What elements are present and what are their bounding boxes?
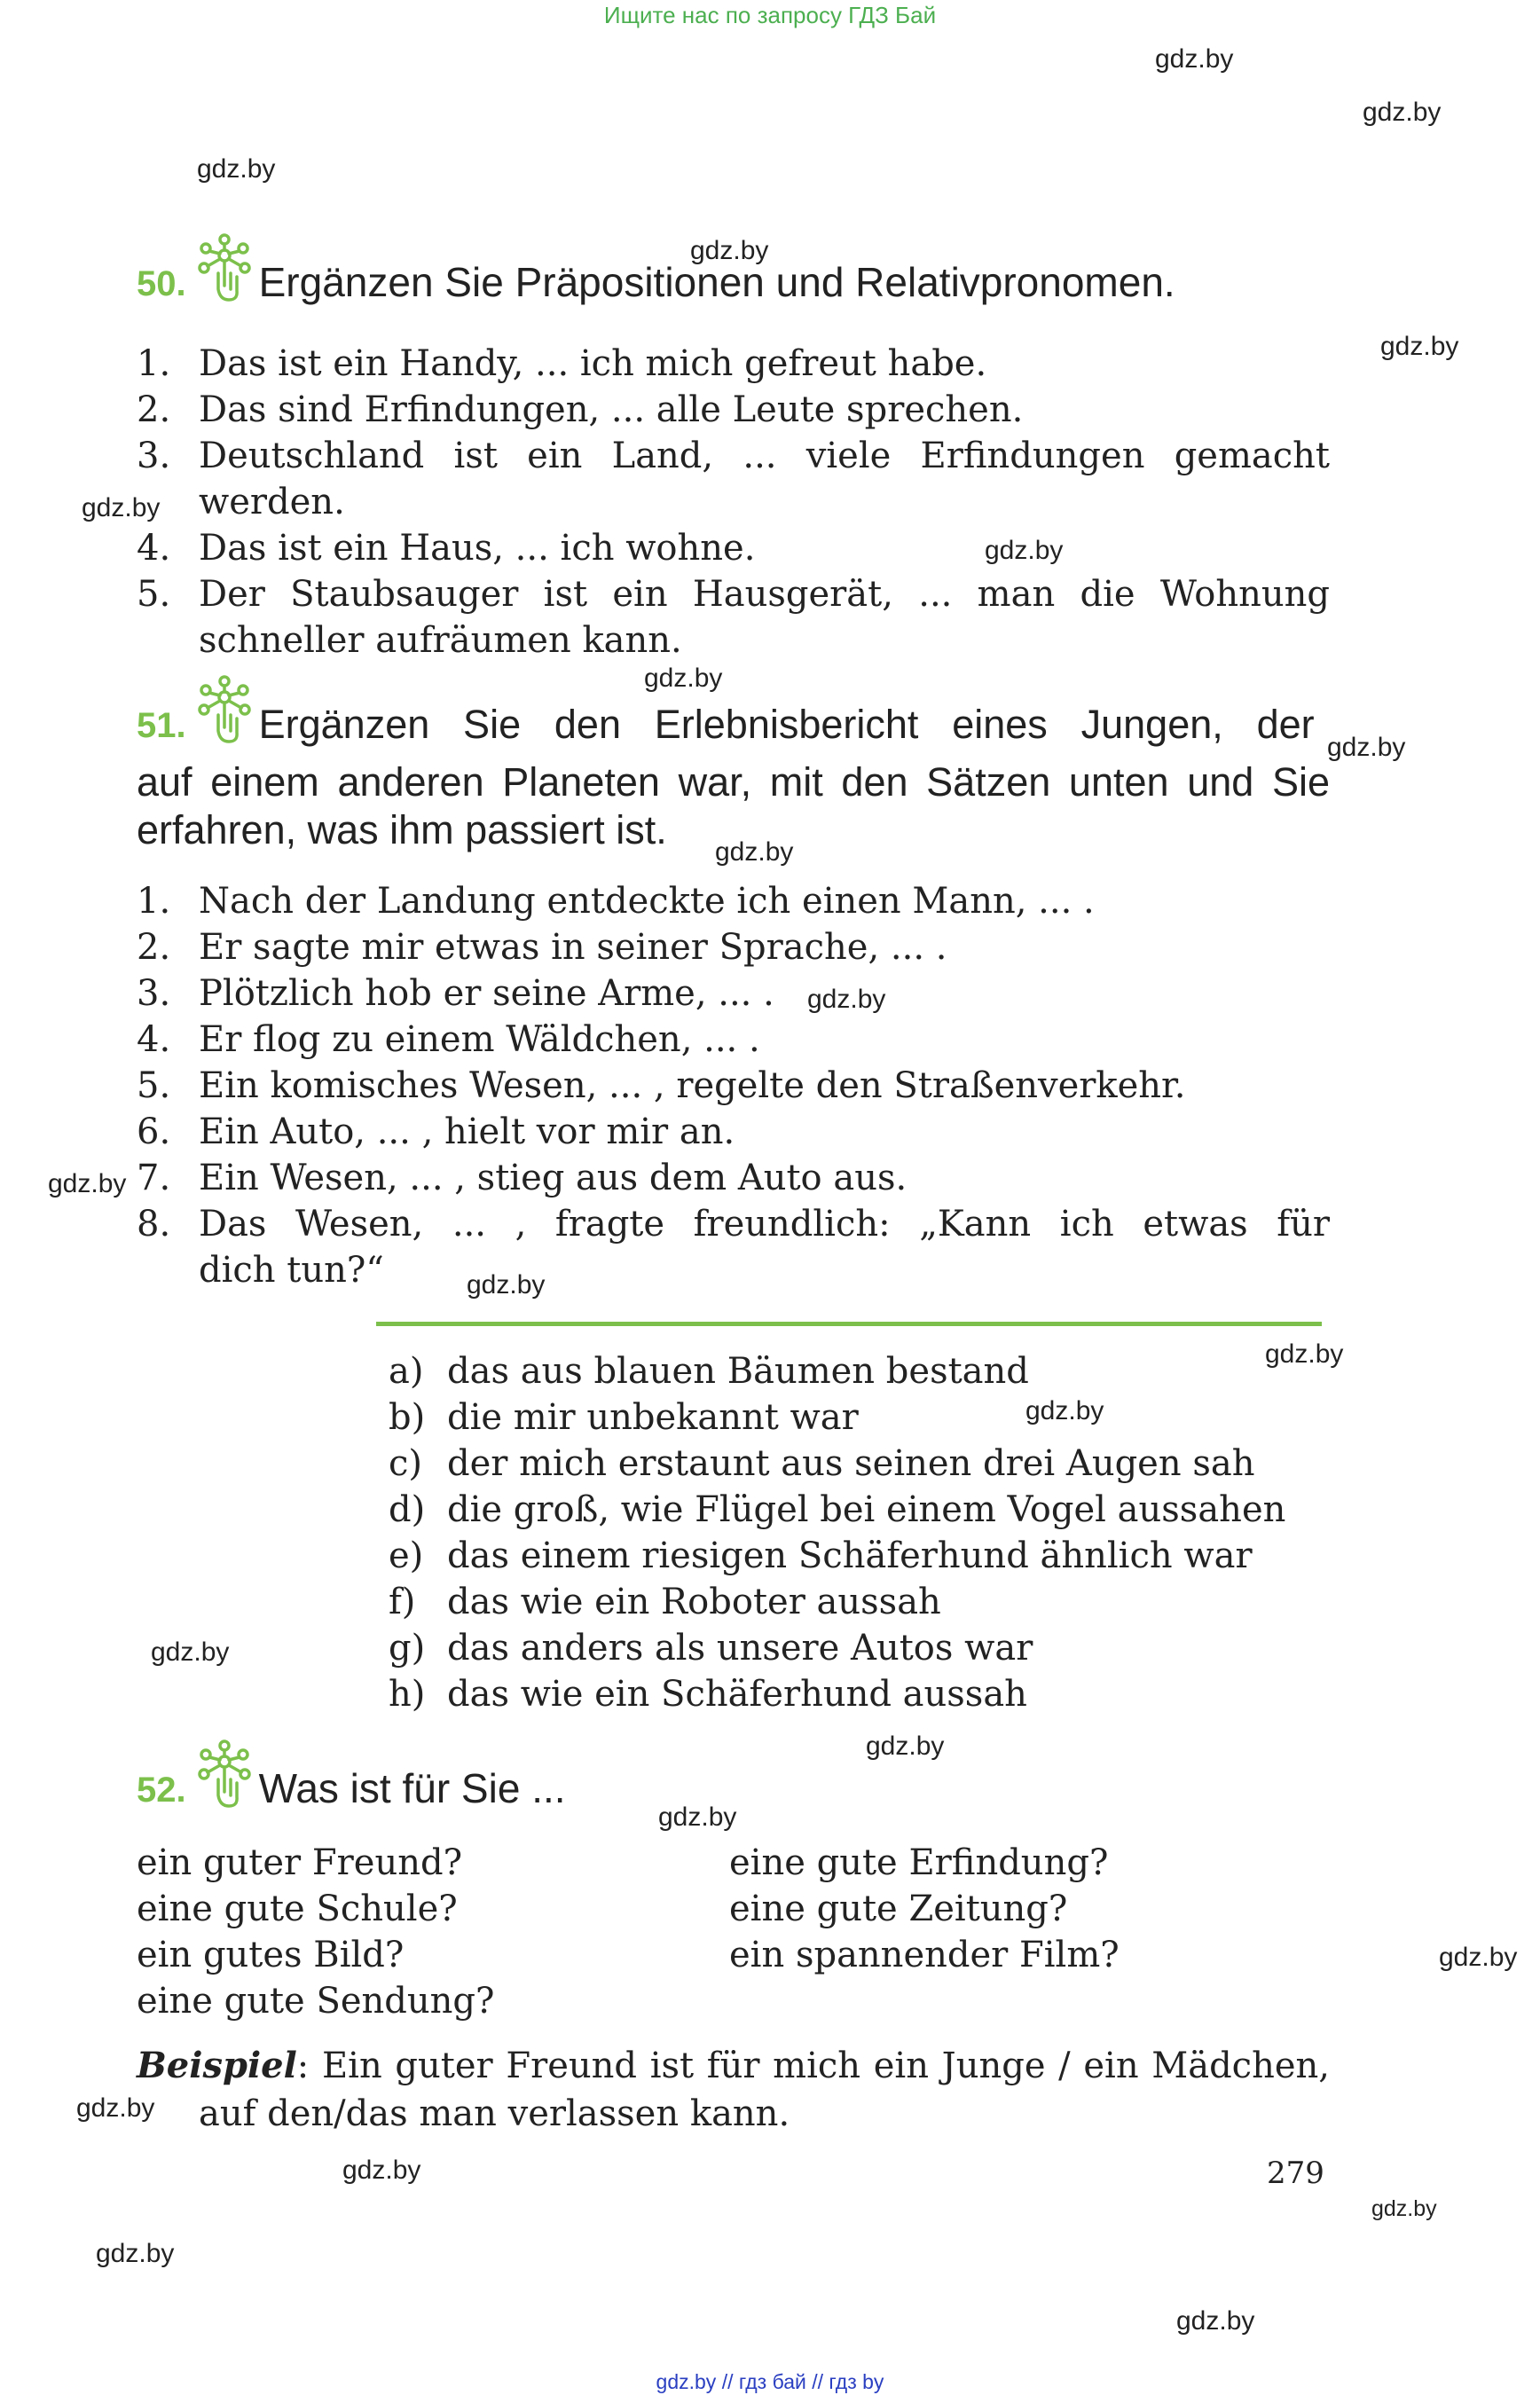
list-item: 2. Das sind Erfindungen, ... alle Leute sprechen. (137, 389, 1024, 430)
watermark: gdz.by (1155, 44, 1234, 74)
list-item: 3. Plötzlich hob er seine Arme, ... . (137, 973, 774, 1014)
exercise-title: Ergänzen Sie Präpositionen und Relativpronomen. (258, 258, 1175, 305)
watermark: gdz.by (96, 2239, 175, 2268)
option-item: a) das aus blauen Bäumen bestand (389, 1351, 1029, 1392)
watermark: gdz.by (866, 1732, 945, 1761)
word-prompt: eine gute Sendung? (137, 1981, 495, 2022)
list-item: 8. Das Wesen, ... , fragte freundlich: „Kann ich etwas für (137, 1204, 1330, 1245)
list-item: werden. (199, 482, 345, 522)
list-item: 7. Ein Wesen, ... , stieg aus dem Auto aus. (137, 1158, 908, 1198)
option-item: b) die mir unbekannt war (389, 1397, 859, 1438)
word-prompt: ein gutes Bild? (137, 1935, 405, 1975)
option-item: d) die groß, wie Flügel bei einem Vogel aussahen (389, 1489, 1286, 1530)
list-item: 5. Ein komisches Wesen, ... , regelte den Straßenverkehr. (137, 1065, 1186, 1106)
example-line: auf den/das man verlassen kann. (199, 2093, 790, 2134)
watermark: gdz.by (151, 1637, 230, 1667)
list-item: 5. Der Staubsauger ist ein Hausgerät, ... man die Wohnung (137, 574, 1330, 615)
exercise-title: Was ist für Sie ... (258, 1764, 566, 1811)
option-item: c) der mich erstaunt aus seinen drei Augen sah (389, 1443, 1255, 1484)
interactive-hand-icon (197, 1739, 252, 1810)
watermark: gdz.by (467, 1270, 546, 1300)
list-item: 3. Deutschland ist ein Land, ... viele Erfindungen gemacht (137, 436, 1330, 476)
watermark: gdz.by (1025, 1396, 1104, 1425)
watermark: gdz.by (1439, 1943, 1518, 1972)
interactive-hand-icon (197, 674, 252, 745)
example-line: Beispiel: Ein guter Freund ist für mich ein Junge / ein Mädchen, (137, 2045, 1330, 2086)
watermark: gdz.by (715, 837, 794, 867)
list-item: 4. Er flog zu einem Wäldchen, ... . (137, 1019, 760, 1060)
word-prompt: ein spannender Film? (729, 1935, 1120, 1975)
example-label: Beispiel (137, 2045, 297, 2086)
watermark: gdz.by (342, 2156, 421, 2185)
list-item: 1. Nach der Landung entdeckte ich einen Mann, ... . (137, 881, 1095, 922)
word-prompt: eine gute Zeitung? (729, 1889, 1068, 1929)
list-item: schneller aufräumen kann. (199, 620, 682, 661)
list-item: dich tun?“ (199, 1250, 384, 1291)
word-prompt: ein guter Freund? (137, 1842, 463, 1883)
option-item: g) das anders als unsere Autos war (389, 1628, 1033, 1669)
watermark: gdz.by (1176, 2306, 1255, 2336)
top-banner: Ищите нас по запросу ГДЗ Бай (603, 2, 937, 28)
divider-line (376, 1322, 1322, 1326)
option-item: h) das wie ein Schäferhund aussah (389, 1674, 1027, 1715)
watermark: gdz.by (658, 1802, 737, 1832)
exercise-number: 51. (137, 706, 186, 745)
watermark: gdz.by (1265, 1339, 1344, 1369)
watermark: gdz.by (644, 664, 723, 693)
option-item: f) das wie ein Roboter aussah (389, 1582, 941, 1622)
watermark: gdz.by (985, 536, 1064, 565)
page-number: 279 (1267, 2156, 1324, 2191)
exercise-number: 52. (137, 1771, 186, 1810)
exercise-title: Ergänzen Sie den Erlebnisbericht eines Jungen, der (258, 701, 1315, 747)
watermark: gdz.by (807, 985, 886, 1014)
watermark: gdz.by (76, 2093, 155, 2123)
exercise-52-header (137, 1739, 566, 1810)
watermark: gdz.by (1363, 98, 1442, 127)
watermark: gdz.by (690, 236, 769, 265)
watermark: gdz.by (1327, 733, 1406, 762)
exercise-number: 50. (137, 264, 186, 303)
word-prompt: eine gute Erfindung? (729, 1842, 1109, 1883)
watermark: gdz.by (1371, 2196, 1437, 2221)
list-item: 4. Das ist ein Haus, ... ich wohne. (137, 528, 756, 569)
option-item: e) das einem riesigen Schäferhund ähnlich war (389, 1535, 1253, 1576)
interactive-hand-icon (197, 232, 252, 303)
watermark: gdz.by (1380, 332, 1459, 361)
word-prompt: eine gute Schule? (137, 1889, 458, 1929)
exercise-title-line: erfahren, was ihm passiert ist. (137, 807, 667, 852)
watermark: gdz.by (48, 1169, 127, 1198)
list-item: 2. Er sagte mir etwas in seiner Sprache, ... . (137, 927, 947, 968)
exercise-51-header (137, 674, 1315, 745)
watermark: gdz.by (197, 154, 276, 184)
watermark: gdz.by (82, 493, 161, 522)
list-item: 6. Ein Auto, ... , hielt vor mir an. (137, 1111, 735, 1152)
exercise-50-header (137, 232, 1175, 303)
exercise-title-line: auf einem anderen Planeten war, mit den Sätzen unten und Sie (137, 759, 1330, 805)
list-item: 1. Das ist ein Handy, ... ich mich gefreut habe. (137, 343, 987, 384)
footer-links: gdz.by // гдз бай // гдз by (656, 2370, 884, 2393)
